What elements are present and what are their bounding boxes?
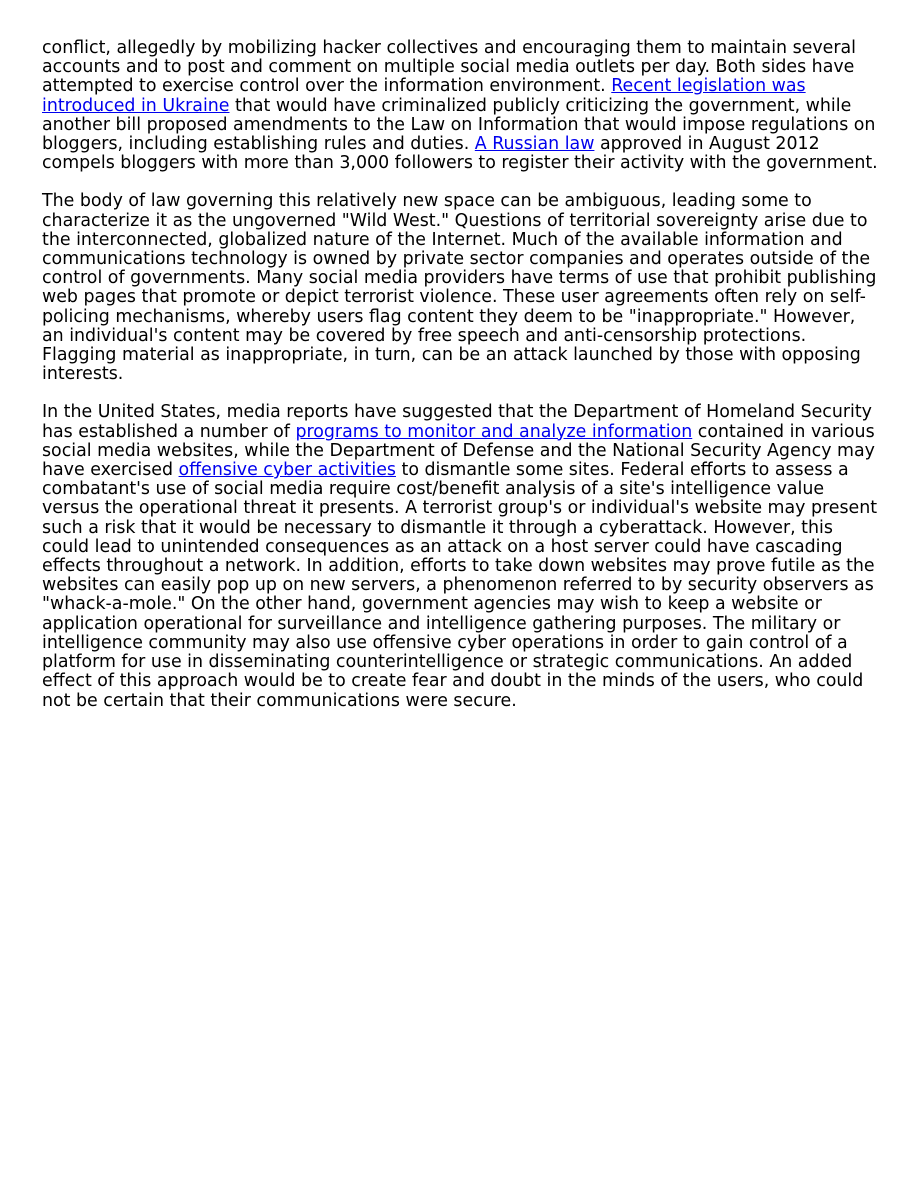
link-ukraine-legislation[interactable]: Recent legislation was introduced in Ukraine: [42, 76, 806, 116]
paragraph-3-text-1: In the United States, media reports have suggested that the Department of Homeland Security has established a number of: [42, 402, 872, 442]
paragraph-3-text-3: to dismantle some sites. Federal efforts to assess a combatant's use of social media require cost/benefit analysis of a site's intelligence value versus the operational threat it presents. A terrorist group's or individual's website may present such a risk that it would be necessary to dismantle it through a cyberattack. However, this could lead to unintended consequences as an attack on a host server could have cascading effects throughout a network. In addition, efforts to take down websites may prove futile as the websites can easily pop up on new servers, a phenomenon referred to by security observers as "whack-a-mole." On the other hand, government agencies may wish to keep a website or application operational for surveillance and intelligence gathering purposes. The military or intelligence community may also use offensive cyber operations in order to gain control of a platform for use in disseminating counterintelligence or strategic communications. An added effect of this approach would be to create fear and doubt in the minds of the users, who could not be certain that their communications were secure.: [42, 460, 878, 711]
paragraph-ukraine-russia-legislation: [42, 39, 882, 173]
link-monitoring-programs[interactable]: programs to monitor and analyze information: [295, 421, 693, 442]
paragraph-1-text-2: that would have criminalized publicly criticizing the government, while another bill proposed amendments to the Law on Information that would impose regulations on bloggers, including establishing rules and duties.: [42, 95, 876, 155]
link-offensive-cyber-activities[interactable]: offensive cyber activities: [178, 460, 396, 481]
paragraph-2-text: The body of law governing this relatively new space can be ambiguous, leading some to characterize it as the ungoverned "Wild West." Questions of territorial sovereignty arise due to the interconnected, globalized nature of the Internet. Much of the available information and communications technology is owned by private sector companies and operates outside of the control of governments. Many social media providers have terms of use that prohibit publishing web pages that promote or depict terrorist violence. These user agreements often rely on self-policing mechanisms, whereby users flag content they deem to be "inappropriate." However, an individual's content may be covered by free speech and anti-censorship protections. Flagging material as inappropriate, in turn, can be an attack launched by those with opposing interests.: [42, 191, 877, 385]
paragraph-wild-west: [42, 192, 882, 384]
paragraph-1-text-1: conflict, allegedly by mobilizing hacker collectives and encouraging them to maintain several accounts and to post and comment on multiple social media outlets per day. Both sides have attempted to exercise control over the information environment.: [42, 38, 856, 97]
paragraph-united-states: [42, 403, 882, 710]
paragraph-3-text-2: contained in various social media websites, while the Department of Defense and the National Security Agency may have exercised: [42, 421, 875, 481]
document-body: [42, 39, 882, 730]
link-russian-law[interactable]: A Russian law: [474, 134, 595, 155]
paragraph-1-text-3: approved in August 2012 compels bloggers with more than 3,000 followers to register their activity with the government.: [42, 134, 878, 174]
